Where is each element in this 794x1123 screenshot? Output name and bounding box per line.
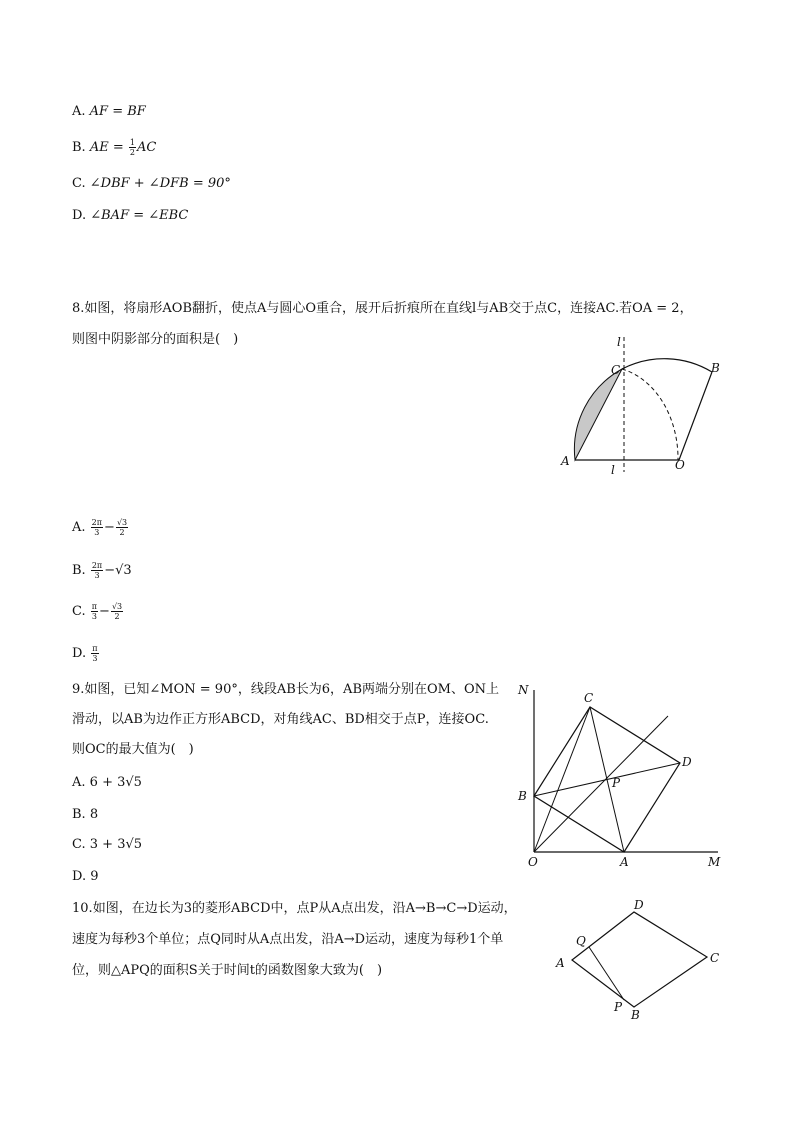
label-a: A [556, 956, 565, 970]
label-a: A [561, 454, 570, 468]
q9-stem-line1: 9.如图，已知∠MON = 90°，线段AB长为6，AB两端分别在OM、ON上 [72, 682, 499, 697]
q10-stem-line3: 位，则△APQ的面积S关于时间t的函数图象大致为( ) [72, 963, 383, 978]
q9-stem-line2: 滑动，以AB为边作正方形ABCD，对角线AC、BD相交于点P，连接OC. [72, 712, 489, 727]
label-n: N [518, 683, 529, 697]
q9-figure [510, 680, 730, 870]
label-p: P [612, 776, 621, 790]
q8-option-a: A. $\frac{2\pi}{3}$ − $\frac{√3}{2}$ [72, 518, 128, 537]
q10-stem-line2: 速度为每秒3个单位；点Q同时从A点出发，沿A→D运动，速度为每秒1个单 [72, 932, 504, 947]
label-p: P [614, 1000, 623, 1014]
q7-option-a: A. AF = BF [72, 104, 146, 119]
q8-stem-line1: 8.如图，将扇形AOB翻折，使点A与圆心O重合，展开后折痕所在直线l与AB交于点C，连接AC.若OA = 2， [72, 301, 693, 316]
folded-arc [622, 369, 678, 460]
label-q: Q [576, 934, 586, 948]
label-c: C [710, 951, 720, 965]
q9-option-c: C. 3 + 3√5 [72, 837, 143, 852]
q9-stem-line3: 则OC的最大值为( ) [72, 742, 194, 757]
segment-pq [589, 947, 624, 1000]
q8-option-b: B. $\frac{2\pi}{3}$ −√3 [72, 561, 132, 580]
q10-stem-line1: 10.如图，在边长为3的菱形ABCD中，点P从A点出发，沿A→B→C→D运动， [72, 901, 517, 916]
q9-option-b: B. 8 [72, 807, 99, 822]
label-b: B [631, 1008, 640, 1022]
label-l-bottom: l [611, 463, 615, 477]
label-m: M [708, 855, 721, 869]
q9-option-a: A. 6 + 3√5 [72, 775, 142, 790]
q7-option-d: D. ∠BAF = ∠EBC [72, 208, 189, 223]
diagonal-bd [534, 763, 680, 796]
label-a: A [620, 855, 629, 869]
q7-option-c: C. ∠DBF + ∠DFB = 90° [72, 176, 231, 191]
q8-option-c: C. $\frac{\pi}{3}$ − $\frac{√3}{2}$ [72, 602, 123, 621]
label-c: C [584, 691, 594, 705]
q9-option-d: D. 9 [72, 869, 99, 884]
label-b: B [518, 789, 527, 803]
q8-figure [555, 332, 735, 477]
segment-oc [534, 707, 590, 852]
q7-option-b: B. AE = $\frac{1}{2}$ AC [72, 138, 157, 157]
label-l-top: l [617, 335, 621, 349]
q8-option-d: D. $\frac{\pi}{3}$ [72, 644, 98, 663]
arc-ab [622, 359, 712, 372]
label-c: C [611, 363, 621, 377]
rhombus-abcd [572, 912, 707, 1007]
label-d: D [682, 755, 692, 769]
label-o: O [675, 458, 685, 472]
label-o: O [528, 855, 538, 869]
segment-ob [679, 372, 712, 460]
label-d: D [634, 898, 644, 912]
q8-stem-line2: 则图中阴影部分的面积是( ) [72, 332, 239, 347]
fraction: $\frac{1}{2}$ [129, 138, 135, 157]
ray-op [534, 716, 668, 852]
q10-figure [552, 895, 732, 1025]
shaded-segment [574, 369, 622, 460]
label-b: B [711, 361, 720, 375]
